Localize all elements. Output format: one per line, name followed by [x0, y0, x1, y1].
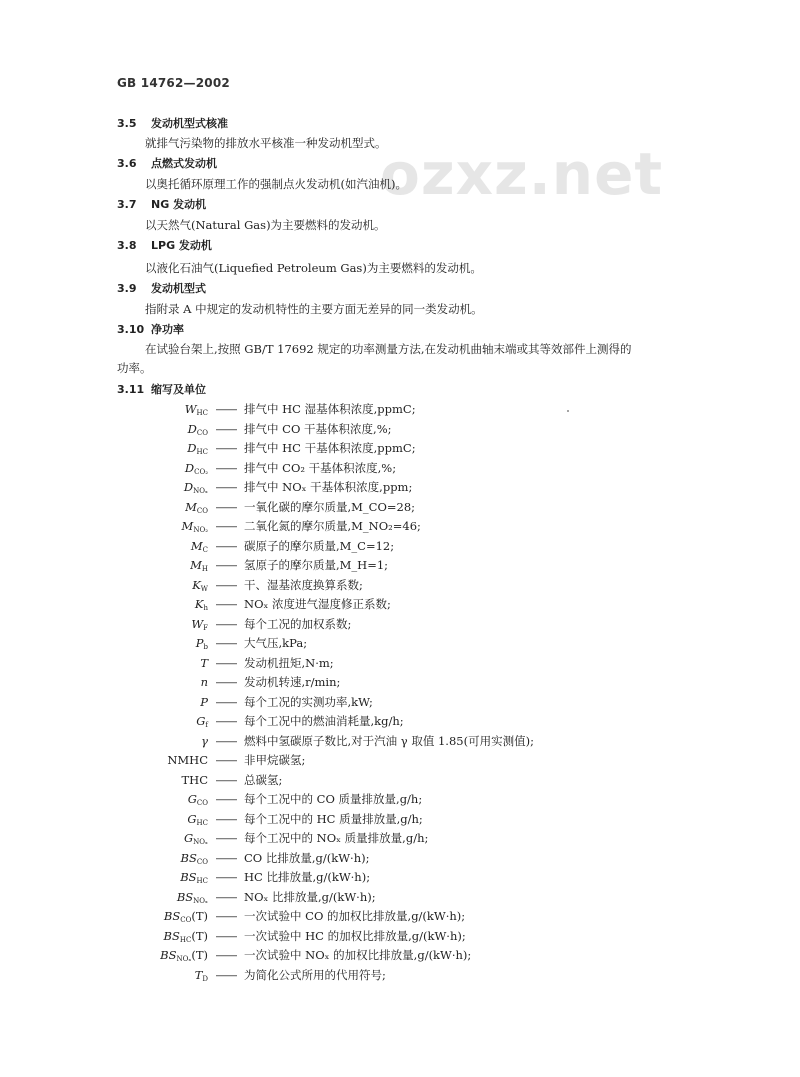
abbreviation-row [100, 616, 352, 632]
abbreviation-definition: 每个工况的加权系数; [244, 616, 352, 631]
abbreviation-row [100, 772, 283, 787]
section-body-line: 以液化石油气(Liquefied Petroleum Gas)为主要燃料的发动机。 [145, 261, 482, 275]
abbreviation-definition: CO 比排放量,g/(kW·h); [244, 850, 370, 865]
abbreviation-symbol: $M_H$ [190, 558, 208, 573]
abbreviation-symbol: $G_{NO_x}$ [183, 831, 208, 846]
em-dash-separator: —— [215, 928, 237, 943]
section-title: 点燃式发动机 [151, 157, 217, 170]
abbreviation-definition: 氢原子的摩尔质量,M_H=1; [244, 558, 389, 572]
standard-header: GB 14762—2002 [117, 76, 230, 90]
abbreviation-row [100, 638, 307, 651]
abbreviation-row [100, 811, 423, 827]
section-number: 3.11 [117, 383, 145, 396]
abbreviation-row [100, 460, 397, 476]
abbreviation-symbol: $T_D$ [194, 967, 208, 983]
abbreviation-symbol: $BS_{HC}(T)$ [163, 928, 208, 944]
abbreviation-definition: 总碳氢; [244, 772, 283, 787]
abbreviation-definition: 二氧化氮的摩尔质量,M_NO₂=46; [244, 519, 421, 533]
abbreviation-row [100, 694, 373, 709]
abbreviation-symbol: THC [181, 772, 208, 787]
abbreviation-row [100, 872, 370, 885]
section-heading [117, 240, 212, 252]
em-dash-separator: —— [215, 519, 237, 533]
abbreviation-symbol: $G_{CO}$ [187, 792, 208, 807]
em-dash-separator: —— [215, 694, 237, 709]
em-dash-separator: —— [215, 402, 237, 416]
em-dash-separator: —— [215, 811, 237, 826]
em-dash-separator: —— [215, 714, 237, 728]
abbreviation-definition: NOₓ 浓度进气湿度修正系数; [244, 597, 391, 611]
abbreviation-row [100, 482, 412, 495]
abbreviation-definition: 每个工况的实测功率,kW; [244, 694, 373, 709]
abbreviation-symbol: $BS_{NO_x}$ [176, 889, 208, 905]
em-dash-separator: —— [215, 421, 237, 436]
abbreviation-definition: 每个工况中的 CO 质量排放量,g/h; [244, 792, 423, 806]
section-number: 3.7 [117, 198, 137, 211]
abbreviation-definition: 燃料中氢碳原子数比,对于汽油 γ 取值 1.85(可用实测值); [244, 733, 534, 748]
abbreviation-definition: 排气中 CO₂ 干基体积浓度,%; [244, 460, 397, 475]
abbreviation-definition: 排气中 NOₓ 干基体积浓度,ppm; [244, 480, 413, 494]
abbreviation-symbol: $W_F$ [191, 616, 208, 632]
em-dash-separator: —— [215, 948, 237, 962]
section-body-line: 就排气污染物的排放水平核准一种发动机型式。 [145, 136, 387, 150]
abbreviation-definition: 每个工况中的燃油消耗量,kg/h; [244, 714, 404, 728]
em-dash-separator: —— [215, 499, 237, 514]
abbreviation-definition: 为简化公式所用的代用符号; [244, 967, 386, 982]
section-heading [117, 158, 217, 170]
abbreviation-symbol: $M_{NO_2}$ [181, 519, 208, 534]
abbreviation-row [100, 833, 428, 846]
abbreviation-symbol: $M_C$ [190, 538, 208, 554]
abbreviation-row [100, 538, 395, 554]
abbreviation-symbol: n [200, 675, 208, 689]
section-number: 3.10 [117, 323, 145, 336]
abbreviation-row [100, 404, 416, 417]
abbreviation-definition: 一氧化碳的摩尔质量,M_CO=28; [244, 499, 416, 514]
abbreviation-symbol: $P_b$ [195, 636, 208, 651]
section-number: 3.8 [117, 239, 137, 252]
em-dash-separator: —— [215, 850, 237, 865]
em-dash-separator: —— [215, 733, 237, 748]
abbreviation-symbol: $D_{CO}$ [187, 421, 208, 437]
abbreviation-definition: 排气中 HC 湿基体积浓度,ppmC; [244, 402, 416, 416]
section-number: 3.9 [117, 282, 137, 295]
em-dash-separator: —— [215, 460, 237, 475]
em-dash-separator: —— [215, 870, 237, 884]
abbreviation-row [100, 560, 388, 573]
section-heading [117, 324, 184, 336]
section-heading [117, 283, 206, 295]
em-dash-separator: —— [215, 538, 237, 553]
abbreviation-symbol: $D_{HC}$ [187, 441, 208, 456]
abbreviation-definition: 发动机转速,r/min; [244, 675, 341, 689]
abbreviation-symbol: $G_f$ [196, 714, 208, 729]
abbreviation-symbol: $G_{HC}$ [187, 811, 208, 827]
abbreviation-definition: 排气中 CO 干基体积浓度,%; [244, 421, 392, 436]
section-title: 发动机型式核准 [151, 117, 228, 130]
abbreviation-symbol: $D_{CO_2}$ [184, 460, 208, 476]
em-dash-separator: —— [215, 480, 237, 494]
em-dash-separator: —— [215, 909, 237, 923]
abbreviation-definition: 发动机扭矩,N·m; [244, 655, 334, 670]
abbreviation-row [100, 577, 363, 593]
em-dash-separator: —— [215, 655, 237, 670]
abbreviation-definition: 一次试验中 CO 的加权比排放量,g/(kW·h); [244, 909, 466, 923]
abbreviation-definition: 干、湿基浓度换算系数; [244, 577, 363, 592]
section-title: 发动机型式 [151, 282, 206, 295]
em-dash-separator: —— [215, 597, 237, 611]
abbreviation-row [100, 967, 386, 983]
em-dash-separator: —— [215, 792, 237, 806]
section-title: LPG 发动机 [151, 239, 212, 252]
abbreviation-definition: 大气压,kPa; [244, 636, 308, 650]
abbreviation-definition: 一次试验中 HC 的加权比排放量,g/(kW·h); [244, 928, 466, 943]
abbreviation-row [100, 928, 466, 944]
em-dash-separator: —— [215, 967, 237, 982]
em-dash-separator: —— [215, 616, 237, 631]
abbreviation-row [100, 655, 334, 670]
abbreviation-symbol: $BS_{NO_x}(T)$ [160, 948, 208, 963]
abbreviation-symbol: T [200, 655, 208, 670]
section-heading [117, 384, 206, 396]
abbreviation-symbol: $BS_{CO}(T)$ [163, 909, 208, 924]
abbreviation-symbol: $BS_{HC}$ [180, 870, 208, 885]
section-heading [117, 199, 206, 211]
abbreviation-symbol: $K_W$ [192, 577, 208, 593]
abbreviation-symbol: $D_{NO_x}$ [183, 480, 208, 495]
abbreviation-definition: HC 比排放量,g/(kW·h); [244, 870, 371, 884]
abbreviation-symbol: γ [201, 733, 208, 748]
watermark: ozxz.net [380, 140, 664, 208]
em-dash-separator: —— [215, 558, 237, 572]
section-title: 缩写及单位 [151, 383, 206, 396]
em-dash-separator: —— [215, 577, 237, 592]
section-number: 3.5 [117, 117, 137, 130]
abbreviation-row [100, 716, 404, 729]
abbreviation-symbol: $BS_{CO}$ [180, 850, 208, 866]
abbreviation-row [100, 794, 422, 807]
section-body-line: 以奥托循环原理工作的强制点火发动机(如汽油机)。 [145, 177, 407, 191]
em-dash-separator: —— [215, 889, 237, 904]
abbreviation-symbol: NMHC [167, 753, 208, 767]
abbreviation-definition: 碳原子的摩尔质量,M_C=12; [244, 538, 395, 553]
abbreviation-definition: 每个工况中的 NOₓ 质量排放量,g/h; [244, 831, 429, 845]
abbreviation-symbol: $M_{CO}$ [185, 499, 208, 515]
abbreviation-row [100, 850, 370, 866]
scan-speck [567, 410, 569, 412]
abbreviation-row [100, 755, 305, 767]
abbreviation-row [100, 443, 416, 456]
abbreviation-row [100, 521, 421, 534]
em-dash-separator: —— [215, 753, 237, 767]
abbreviation-definition: 非甲烷碳氢; [244, 753, 306, 767]
section-heading [117, 118, 228, 130]
section-number: 3.6 [117, 157, 137, 170]
em-dash-separator: —— [215, 675, 237, 689]
abbreviation-symbol: $K_h$ [194, 597, 208, 612]
em-dash-separator: —— [215, 441, 237, 455]
abbreviation-definition: 每个工况中的 HC 质量排放量,g/h; [244, 811, 423, 826]
abbreviation-row [100, 499, 416, 515]
abbreviation-row [100, 911, 465, 924]
section-title: NG 发动机 [151, 198, 207, 211]
abbreviation-row [100, 599, 391, 612]
section-body-line: 指附录 A 中规定的发动机特性的主要方面无差异的同一类发动机。 [145, 302, 483, 316]
abbreviation-row [100, 733, 534, 748]
section-body-line: 以天然气(Natural Gas)为主要燃料的发动机。 [145, 218, 386, 232]
abbreviation-definition: NOₓ 比排放量,g/(kW·h); [244, 889, 376, 904]
abbreviation-definition: 排气中 HC 干基体积浓度,ppmC; [244, 441, 416, 455]
section-body-line: 功率。 [117, 361, 152, 375]
em-dash-separator: —— [215, 636, 237, 650]
section-title: 净功率 [151, 323, 184, 336]
section-body-line: 在试验台架上,按照 GB/T 17692 规定的功率测量方法,在发动机曲轴末端或其等效部件上测得的 [145, 342, 632, 356]
abbreviation-definition: 一次试验中 NOₓ 的加权比排放量,g/(kW·h); [244, 948, 472, 962]
abbreviation-symbol: $W_{HC}$ [184, 402, 208, 417]
abbreviation-row [100, 677, 340, 689]
abbreviation-row [100, 950, 471, 963]
em-dash-separator: —— [215, 772, 237, 787]
abbreviation-row [100, 889, 376, 905]
abbreviation-symbol: P [200, 694, 208, 709]
em-dash-separator: —— [215, 831, 237, 845]
abbreviation-row [100, 421, 392, 437]
